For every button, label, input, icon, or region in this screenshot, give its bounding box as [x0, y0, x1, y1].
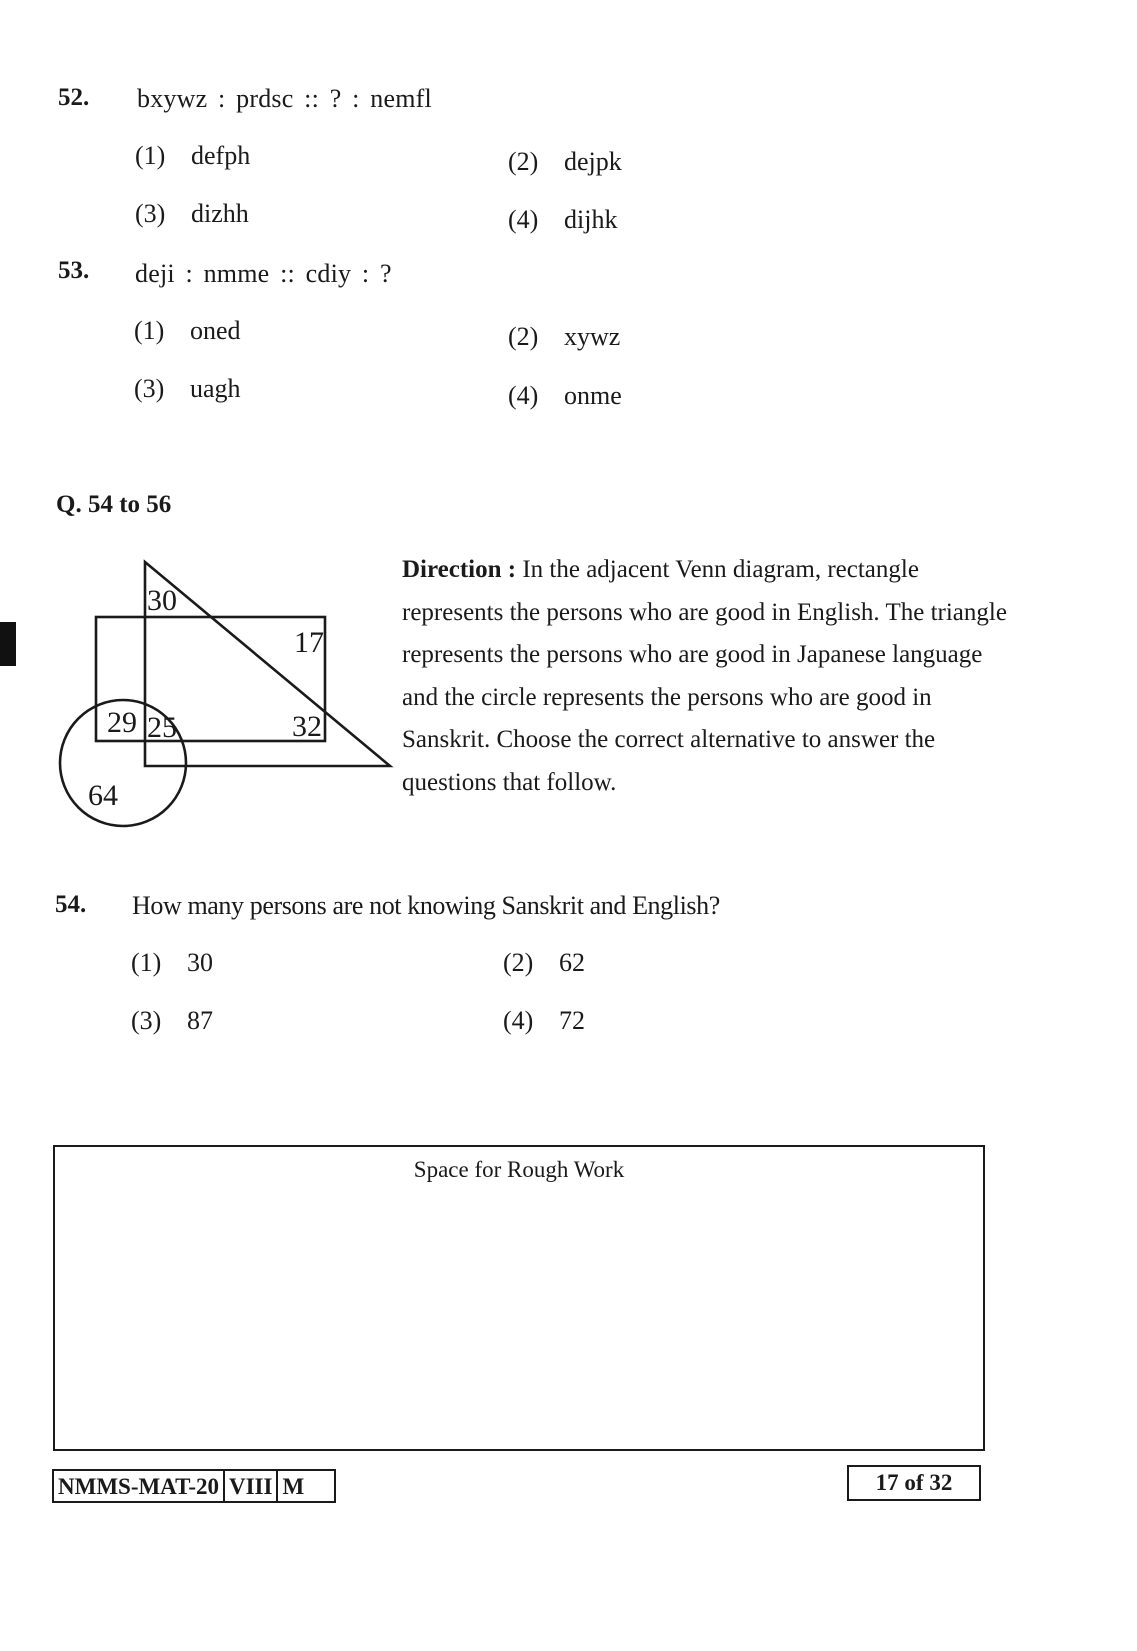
direction-label: Direction : — [402, 556, 517, 583]
option-number: (2) — [503, 948, 534, 977]
paper-code — [52, 1469, 336, 1503]
option-text: dizhh — [191, 199, 249, 228]
q54-text: How many persons are not knowing Sanskrit and English? — [132, 891, 720, 920]
venn-label-english-japanese-bottom: 32 — [292, 710, 322, 743]
option-number: (4) — [508, 381, 539, 410]
rough-work-title: Space for Rough Work — [413, 1157, 625, 1182]
option-number: (3) — [131, 1006, 162, 1035]
option-text: 30 — [187, 948, 213, 977]
option-text: 72 — [559, 1006, 585, 1035]
venn-label-english-japanese-top: 17 — [294, 626, 324, 659]
option-number: (3) — [134, 374, 165, 403]
margin-mark — [0, 622, 16, 666]
q54-option-3[interactable] — [131, 1006, 213, 1036]
q53-option-2[interactable] — [508, 322, 620, 352]
option-number: (2) — [508, 147, 539, 176]
direction-paragraph — [402, 549, 1022, 804]
q53-option-1[interactable] — [134, 316, 241, 346]
option-text: onme — [564, 381, 622, 410]
q52-option-2[interactable] — [508, 147, 622, 177]
venn-label-all-three: 25 — [147, 711, 177, 744]
q52-option-3[interactable] — [135, 199, 249, 229]
option-text: 87 — [187, 1006, 213, 1035]
option-text: xywz — [564, 322, 621, 351]
option-number: (1) — [135, 141, 166, 170]
q52-text: bxywz : prdsc :: ? : nemfl — [137, 84, 432, 113]
q54-option-2[interactable] — [503, 948, 585, 978]
q53-option-4[interactable] — [508, 381, 622, 411]
page-number: 17 of 32 — [847, 1465, 981, 1501]
paper-code-exam: NMMS-MAT-20 — [58, 1474, 219, 1499]
venn-label-sanskrit-only: 64 — [88, 779, 118, 812]
option-number: (4) — [508, 205, 539, 234]
q54-option-1[interactable] — [131, 948, 213, 978]
q52-option-4[interactable] — [508, 205, 617, 235]
option-number: (1) — [134, 316, 165, 345]
q52-number: 52. — [58, 84, 90, 111]
direction-text: In the adjacent Venn diagram, rectangle represents the persons who are good in English. The triangle represents the persons who are good in Japanese language and the circle represents the persons who are good in Sanskrit. Choose the correct alternative to answer the questions that follow. — [402, 556, 1007, 796]
venn-triangle-japanese — [145, 562, 390, 766]
paper-code-class: VIII — [223, 1471, 276, 1501]
option-text: dejpk — [564, 147, 622, 176]
q54-number: 54. — [55, 891, 87, 918]
option-text: dijhk — [564, 205, 618, 234]
option-number: (2) — [508, 322, 539, 351]
option-number: (1) — [131, 948, 162, 977]
q53-option-3[interactable] — [134, 374, 241, 404]
q53-number: 53. — [58, 257, 90, 284]
q53-text: deji : nmme :: cdiy : ? — [135, 259, 392, 288]
option-number: (4) — [503, 1006, 534, 1035]
venn-label-japanese-only: 30 — [147, 584, 177, 617]
q52-option-1[interactable] — [135, 141, 250, 171]
section-title: Q. 54 to 56 — [56, 491, 172, 518]
paper-code-medium: M — [276, 1471, 334, 1501]
option-number: (3) — [135, 199, 166, 228]
rough-work-box[interactable] — [53, 1145, 985, 1451]
option-text: defph — [191, 141, 251, 170]
venn-label-english-sanskrit: 29 — [107, 706, 137, 739]
option-text: oned — [190, 316, 241, 345]
q54-option-4[interactable] — [503, 1006, 585, 1036]
venn-diagram — [50, 550, 400, 835]
option-text: uagh — [190, 374, 241, 403]
option-text: 62 — [559, 948, 585, 977]
